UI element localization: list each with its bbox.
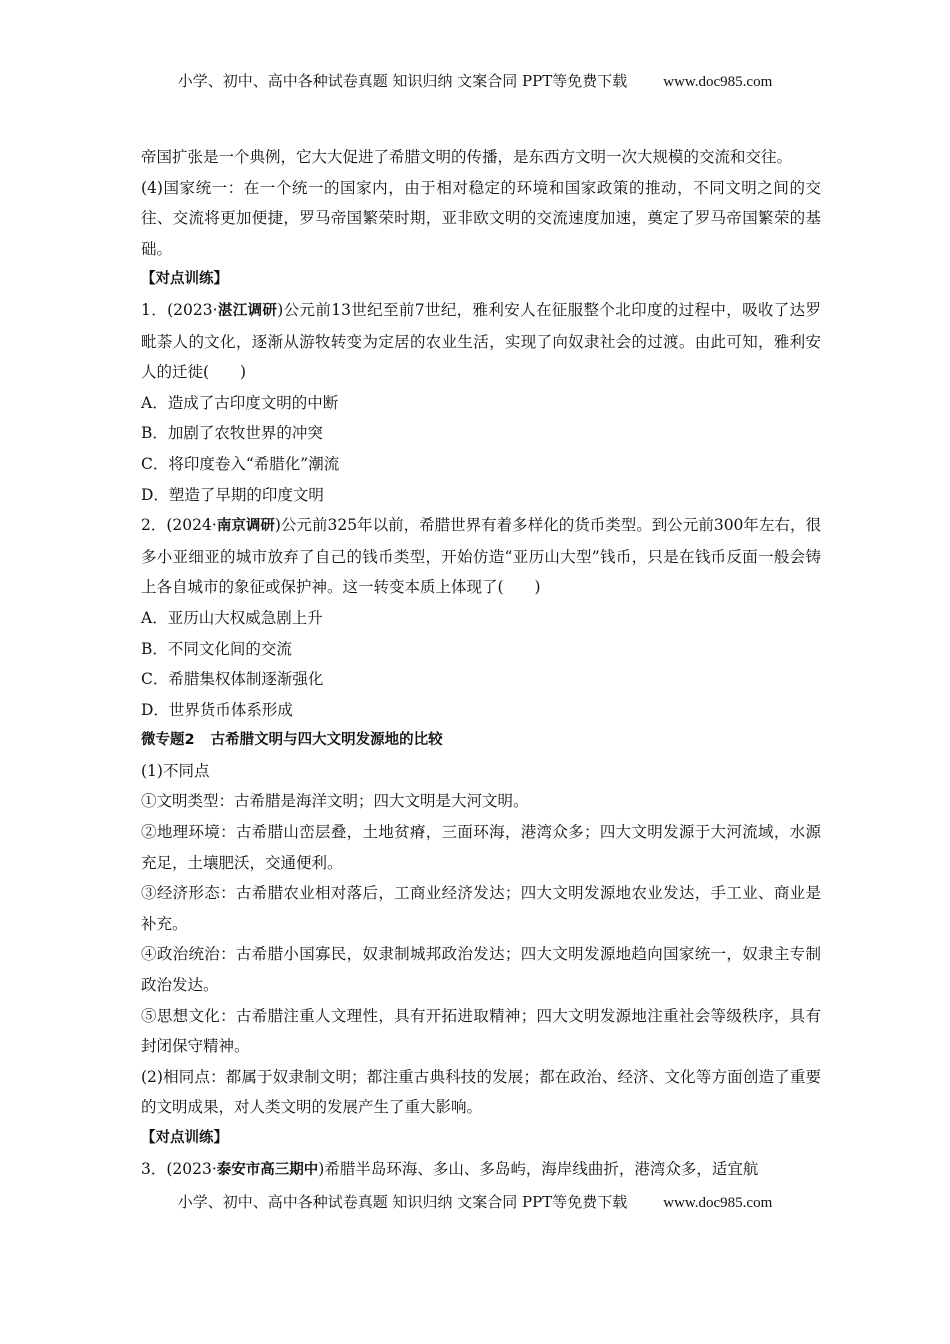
difference-item-5: ⑤思想文化：古希腊注重人文理性，具有开拓进取精神；四大文明发源地注重社会等级秩序，具有封闭保守精神。 <box>141 1006 821 1056</box>
question-2 <box>141 510 821 603</box>
difference-item-1: ①文明类型：古希腊是海洋文明；四大文明是大河文明。 <box>141 792 529 811</box>
header-site[interactable]: www.doc985.com <box>663 74 773 90</box>
question-3-number: 3．(2023· <box>141 1159 217 1178</box>
question-3 <box>141 1154 821 1186</box>
question-1-number: 1．(2023· <box>141 300 218 319</box>
difference-item-2: ②地理环境：古希腊山峦层叠，土地贫瘠，三面环海，港湾众多；四大文明发源于大河流域，水源充足，土壤肥沃，交通便利。 <box>141 823 821 872</box>
page-footer <box>0 1191 950 1212</box>
difference-item-3: ③经济形态：古希腊农业相对落后，工商业经济发达；四大文明发源地农业发达，手工业、商业是补充。 <box>141 884 821 933</box>
question-2-option-d: D．世界货币体系形成 <box>141 700 293 719</box>
page-header <box>0 70 950 91</box>
question-1-source: 湛江调研 <box>217 302 278 319</box>
training-label-2: 【对点训练】 <box>141 1130 228 1146</box>
question-1-option-b: B．加剧了农牧世界的冲突 <box>141 424 323 443</box>
difference-item-4: ④政治统治：古希腊小国寡民，奴隶制城邦政治发达；四大文明发源地趋向国家统一，奴隶主专制政治发达。 <box>141 945 821 995</box>
question-1 <box>141 295 821 388</box>
question-2-option-c: C．希腊集权体制逐渐强化 <box>141 670 324 689</box>
topic-2-heading <box>141 725 821 756</box>
question-2-stem: )公元前325年以前，希腊世界有着多样化的货币类型。到公元前300年左右，很多小亚细亚的城市放弃了自己的钱币类型，开始仿造“亚历山大型”钱币，只是在钱币反面一般会铸上各自城市的象征或保护神。这一转变本质上体现了( ) <box>141 516 821 597</box>
footer-site[interactable]: www.doc985.com <box>663 1195 773 1211</box>
intro-paragraph-2: (4)国家统一：在一个统一的国家内，由于相对稳定的环境和国家政策的推动，不同文明之间的交往、交流将更加便捷，罗马帝国繁荣时期，亚非欧文明的交流速度加速，奠定了罗马帝国繁荣的基础。 <box>141 178 821 258</box>
topic-2-title: 古希腊文明与四大文明发源地的比较 <box>210 732 443 749</box>
topic-2-prefix: 微专题2 <box>141 732 195 749</box>
question-3-source: 泰安市高三期中 <box>216 1161 319 1178</box>
question-1-option-a: A．造成了古印度文明的中断 <box>141 393 339 412</box>
question-1-option-c: C．将印度卷入“希腊化”潮流 <box>141 454 340 473</box>
document-body <box>141 142 821 1185</box>
question-2-option-a: A．亚历山大权威急剧上升 <box>141 608 323 627</box>
question-1-stem: )公元前13世纪至前7世纪，雅利安人在征服整个北印度的过程中，吸收了达罗毗荼人的文化，逐渐从游牧转变为定居的农业生活，实现了向奴隶社会的过渡。由此可知，雅利安人的迁徙( ) <box>141 300 821 382</box>
similarities-paragraph: (2)相同点：都属于奴隶制文明；都注重古典科技的发展；都在政治、经济、文化等方面创造了重要的文明成果，对人类文明的发展产生了重大影响。 <box>141 1067 821 1117</box>
question-2-option-b: B．不同文化间的交流 <box>141 639 292 658</box>
question-3-stem: )希腊半岛环海、多山、多岛屿，海岸线曲折，港湾众多，适宜航 <box>318 1159 759 1178</box>
header-text: 小学、初中、高中各种试卷真题 知识归纳 文案合同 PPT等免费下载 <box>177 72 628 90</box>
question-1-option-d: D．塑造了早期的印度文明 <box>141 485 324 504</box>
intro-paragraph-1: 帝国扩张是一个典例，它大大促进了希腊文明的传播，是东西方文明一次大规模的交流和交往。 <box>141 148 793 166</box>
training-label-1: 【对点训练】 <box>141 271 228 288</box>
differences-heading: (1)不同点 <box>141 761 210 780</box>
footer-text: 小学、初中、高中各种试卷真题 知识归纳 文案合同 PPT等免费下载 <box>177 1193 628 1211</box>
question-2-number: 2．(2024· <box>141 516 217 535</box>
question-2-source: 南京调研 <box>216 518 275 535</box>
